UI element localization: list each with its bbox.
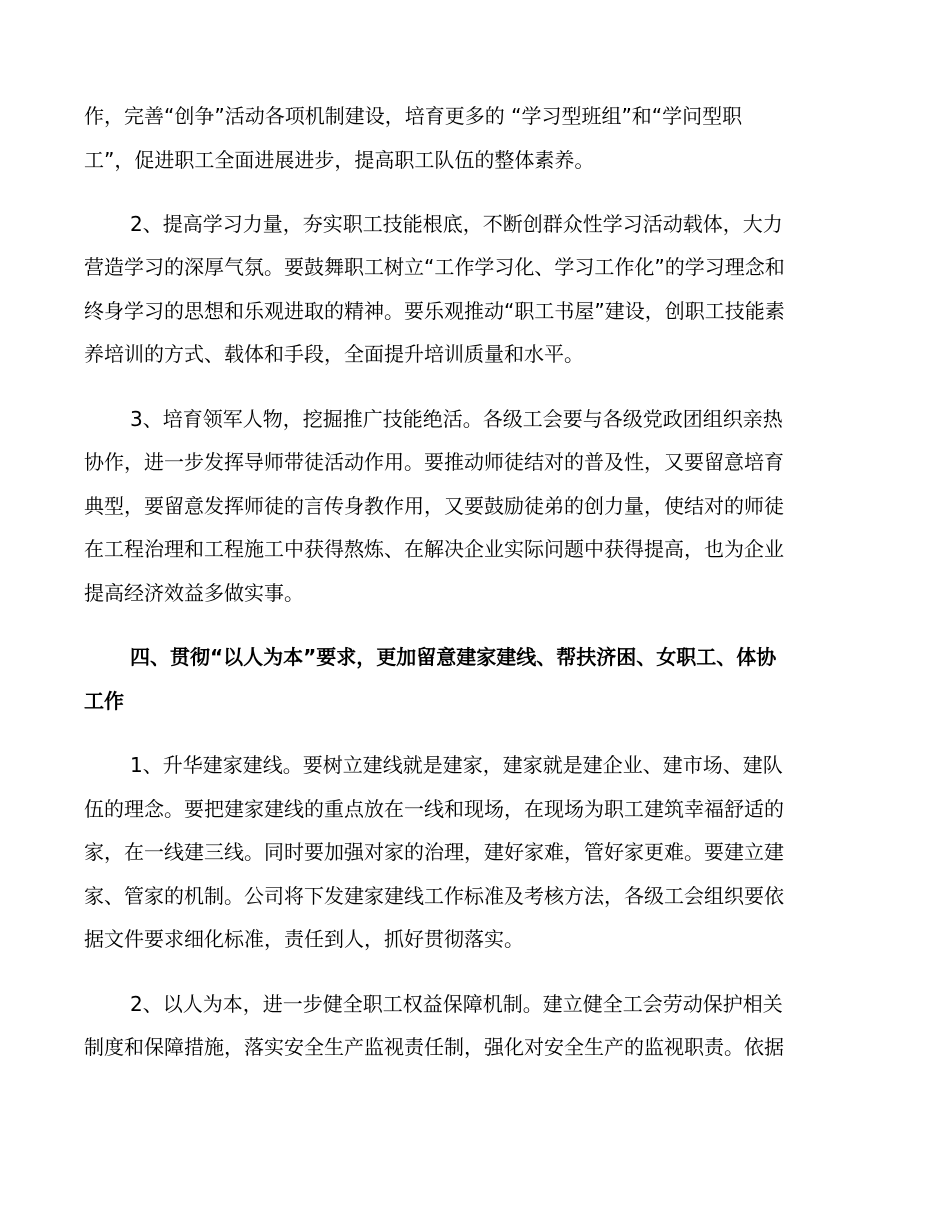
paragraph-line: 终身学习的思想和乐观进取的精神。要乐观推动“职工书屋”建设，创职工技能素 [84, 299, 785, 323]
paragraph-line: 协作，进一步发挥导师带徒活动作用。要推动师徒结对的普及性，又要留意培育 [84, 450, 784, 474]
paragraph-line: 据文件要求细化标准，责任到人，抓好贯彻落实。 [84, 927, 524, 951]
paragraph-line: 典型，要留意发挥师徒的言传身教作用，又要鼓励徒弟的创力量，使结对的师徒 [84, 494, 784, 518]
paragraph-line: 作，完善“创争”活动各项机制建设，培育更多的 “学习型班组”和“学问型职 [84, 104, 743, 128]
paragraph-line: 伍的理念。要把建家建线的重点放在一线和现场，在现场为职工建筑幸福舒适的 [84, 797, 784, 821]
paragraph-line: 工”，促进职工全面进展进步，提高职工队伍的整体素养。 [84, 148, 595, 172]
paragraph-line: 养培训的方式、载体和手段，全面提升培训质量和水平。 [84, 342, 584, 366]
paragraph-line: 制度和保障措施，落实安全生产监视责任制，强化对安全生产的监视职责。依据 [84, 1035, 784, 1059]
paragraph-line: 2、以人为本，进一步健全职工权益保障机制。建立健全工会劳动保护相关 [130, 992, 783, 1016]
paragraph-line: 2、提高学习力量，夯实职工技能根底，不断创群众性学习活动载体，大力 [130, 212, 783, 236]
paragraph-line: 提高经济效益多做实事。 [84, 581, 304, 605]
paragraph-line: 营造学习的深厚气氛。要鼓舞职工树立“工作学习化、学习工作化”的学习理念和 [84, 255, 785, 279]
paragraph-line: 1、升华建家建线。要树立建线就是建家，建家就是建企业、建市场、建队 [130, 753, 783, 777]
section-heading: 工作 [84, 689, 124, 713]
paragraph-line: 家，在一线建三线。同时要加强对家的治理，建好家难，管好家更难。要建立建 [84, 840, 784, 864]
paragraph-line: 家、管家的机制。公司将下发建家建线工作标准及考核方法，各级工会组织要依 [84, 884, 784, 908]
paragraph-line: 在工程治理和工程施工中获得熬炼、在解决企业实际问题中获得提高，也为企业 [84, 537, 784, 561]
section-heading: 四、贯彻“以人为本”要求，更加留意建家建线、帮扶济困、女职工、体协 [130, 645, 777, 669]
paragraph-line: 3、培育领军人物，挖掘推广技能绝活。各级工会要与各级党政团组织亲热 [130, 407, 783, 431]
